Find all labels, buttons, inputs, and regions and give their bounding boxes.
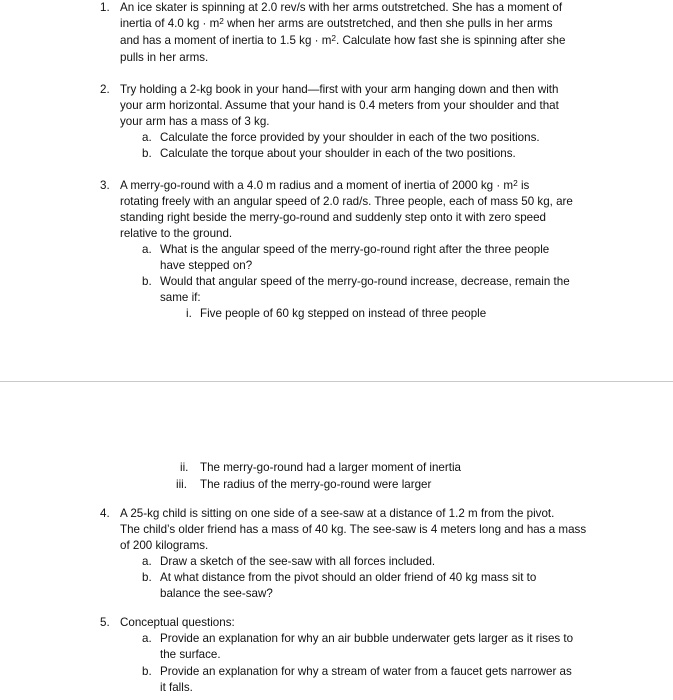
- question-text: pulls in her arms.: [120, 51, 209, 64]
- question-text: [120, 16, 553, 32]
- subpart-marker: a.: [142, 632, 152, 645]
- text-span: . Calculate how fast she is spinning after she: [336, 34, 566, 47]
- subpart-marker: a.: [142, 243, 152, 256]
- question-text: Try holding a 2-kg book in your hand—first with your arm hanging down and then with: [120, 83, 559, 96]
- question-text: The child’s older friend has a mass of 40 kg. The see-saw is 4 meters long and has a mass: [120, 523, 587, 536]
- subpart-text: have stepped on?: [160, 259, 253, 272]
- subpart-text: same if:: [160, 291, 201, 304]
- subpart-marker: a.: [142, 131, 152, 144]
- subpart-text: the surface.: [160, 648, 221, 661]
- superscript: 2: [513, 177, 518, 188]
- question-text: your arm horizontal. Assume that your hand is 0.4 meters from your shoulder and that: [120, 99, 559, 112]
- question-text: [120, 178, 529, 194]
- text-span: when her arms are outstretched, and then she pulls in her arms: [223, 17, 553, 30]
- subpart-text: Provide an explanation for why an air bubble underwater gets larger as it rises to: [160, 632, 574, 645]
- question-text: [120, 33, 565, 49]
- subpart-text: At what distance from the pivot should an older friend of 40 kg mass sit to: [160, 571, 537, 584]
- question-number: 1.: [100, 1, 110, 14]
- subpart-marker: a.: [142, 555, 152, 568]
- subpart-text: Calculate the force provided by your shoulder in each of the two positions.: [160, 131, 540, 144]
- question-text: relative to the ground.: [120, 227, 233, 240]
- question-text: rotating freely with an angular speed of 2.0 rad/s. Three people, each of mass 50 kg, are: [120, 195, 573, 208]
- subpart-text: Draw a sketch of the see-saw with all forces included.: [160, 555, 436, 568]
- roman-item-text: The merry-go-round had a larger moment of inertia: [200, 461, 461, 474]
- text-span: A merry-go-round with a 4.0 m radius and a moment of inertia of 2000 kg · m: [120, 179, 514, 192]
- roman-marker: ii.: [180, 461, 189, 474]
- text-span: inertia of 4.0 kg · m: [120, 17, 220, 30]
- subpart-marker: b.: [142, 275, 152, 288]
- question-text: of 200 kilograms.: [120, 539, 209, 552]
- question-number: 2.: [100, 83, 110, 96]
- question-number: 4.: [100, 507, 110, 520]
- subpart-marker: b.: [142, 571, 152, 584]
- question-text: An ice skater is spinning at 2.0 rev/s with her arms outstretched. She has a moment of: [120, 1, 563, 14]
- subpart-text: it falls.: [160, 681, 193, 694]
- question-text: your arm has a mass of 3 kg.: [120, 115, 270, 128]
- subpart-text: Calculate the torque about your shoulder in each of the two positions.: [160, 147, 516, 160]
- roman-marker: iii.: [176, 478, 187, 491]
- text-span: is: [517, 179, 530, 192]
- question-number: 5.: [100, 616, 110, 629]
- subpart-text: Would that angular speed of the merry-go-round increase, decrease, remain the: [160, 275, 570, 288]
- question-text: standing right beside the merry-go-round and suddenly step onto it with zero speed: [120, 211, 547, 224]
- roman-marker: i.: [186, 307, 192, 320]
- question-text: Conceptual questions:: [120, 616, 235, 629]
- roman-item-text: Five people of 60 kg stepped on instead of three people: [200, 307, 487, 320]
- question-text: A 25-kg child is sitting on one side of a see-saw at a distance of 1.2 m from the pivot.: [120, 507, 555, 520]
- subpart-marker: b.: [142, 665, 152, 678]
- roman-item-text: The radius of the merry-go-round were larger: [200, 478, 432, 491]
- subpart-text: balance the see-saw?: [160, 587, 273, 600]
- page-break-divider: [0, 381, 673, 382]
- question-number: 3.: [100, 179, 110, 192]
- subpart-text: What is the angular speed of the merry-go-round right after the three people: [160, 243, 550, 256]
- subpart-text: Provide an explanation for why a stream of water from a faucet gets narrower as: [160, 665, 572, 678]
- subpart-marker: b.: [142, 147, 152, 160]
- superscript: 2: [219, 15, 224, 26]
- superscript: 2: [331, 32, 337, 43]
- text-span: and has a moment of inertia to 1.5 kg · m: [120, 34, 332, 47]
